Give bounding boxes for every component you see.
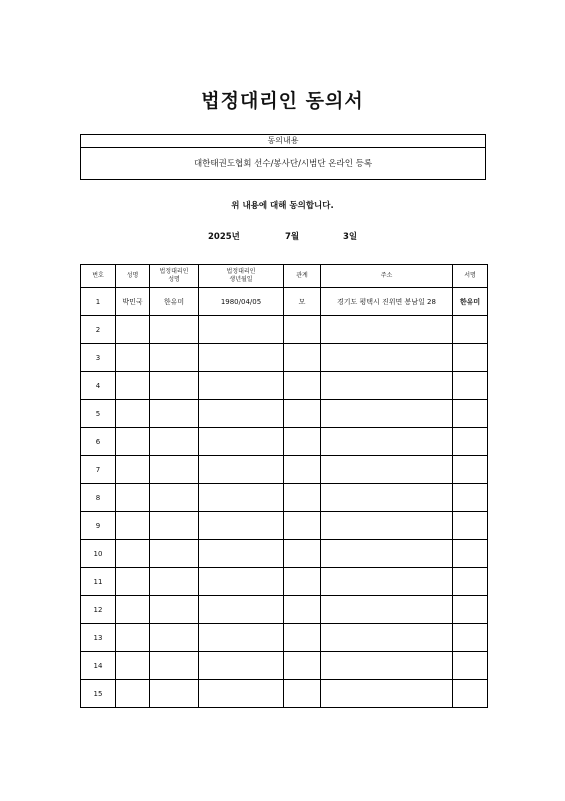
table-body bbox=[81, 288, 488, 708]
guardian-birth-cell bbox=[199, 456, 284, 484]
name-cell bbox=[116, 596, 150, 624]
header-name: 성명 bbox=[116, 265, 150, 288]
address-cell bbox=[321, 372, 453, 400]
guardian-name-cell bbox=[150, 596, 199, 624]
table-row bbox=[81, 512, 488, 540]
signature-cell bbox=[453, 652, 488, 680]
relation-cell bbox=[284, 540, 321, 568]
address-cell bbox=[321, 512, 453, 540]
relation-cell bbox=[284, 652, 321, 680]
guardian-name-cell bbox=[150, 680, 199, 708]
guardian-name-cell bbox=[150, 372, 199, 400]
guardian-name-cell bbox=[150, 512, 199, 540]
signature-cell bbox=[453, 456, 488, 484]
address-cell bbox=[321, 680, 453, 708]
signature-cell bbox=[453, 512, 488, 540]
header-relation: 관계 bbox=[284, 265, 321, 288]
guardian-birth-cell: 1980/04/05 bbox=[199, 288, 284, 316]
signature-cell bbox=[453, 344, 488, 372]
address-cell bbox=[321, 568, 453, 596]
relation-cell bbox=[284, 680, 321, 708]
name-cell bbox=[116, 484, 150, 512]
address-cell bbox=[321, 344, 453, 372]
guardian-birth-cell bbox=[199, 624, 284, 652]
relation-cell bbox=[284, 316, 321, 344]
table-row bbox=[81, 372, 488, 400]
date-year: 2025년 bbox=[208, 232, 240, 242]
guardian-birth-cell bbox=[199, 484, 284, 512]
table-row bbox=[81, 596, 488, 624]
guardian-name-cell bbox=[150, 624, 199, 652]
header-guardian-name-line1: 법정대리인 bbox=[159, 268, 189, 275]
relation-cell bbox=[284, 596, 321, 624]
header-no: 번호 bbox=[81, 265, 116, 288]
guardian-name-cell bbox=[150, 344, 199, 372]
table-row bbox=[81, 288, 488, 316]
guardian-birth-cell bbox=[199, 316, 284, 344]
table-row bbox=[81, 456, 488, 484]
address-cell bbox=[321, 316, 453, 344]
guardian-name-cell bbox=[150, 428, 199, 456]
address-cell bbox=[321, 624, 453, 652]
signature-cell bbox=[453, 568, 488, 596]
name-cell bbox=[116, 512, 150, 540]
address-cell bbox=[321, 540, 453, 568]
guardian-birth-cell bbox=[199, 568, 284, 596]
header-guardian-birth-line2: 생년월일 bbox=[229, 276, 253, 283]
row-number: 10 bbox=[81, 540, 116, 568]
signature-cell bbox=[453, 680, 488, 708]
table-row bbox=[81, 680, 488, 708]
guardian-birth-cell bbox=[199, 344, 284, 372]
relation-cell bbox=[284, 624, 321, 652]
guardian-birth-cell bbox=[199, 512, 284, 540]
table-row bbox=[81, 624, 488, 652]
address-cell bbox=[321, 652, 453, 680]
relation-cell bbox=[284, 344, 321, 372]
table-row bbox=[81, 344, 488, 372]
consent-box bbox=[80, 134, 486, 180]
relation-cell bbox=[284, 484, 321, 512]
name-cell bbox=[116, 680, 150, 708]
row-number: 6 bbox=[81, 428, 116, 456]
name-cell bbox=[116, 372, 150, 400]
table-row bbox=[81, 540, 488, 568]
guardian-name-cell bbox=[150, 540, 199, 568]
row-number: 14 bbox=[81, 652, 116, 680]
signature-cell bbox=[453, 316, 488, 344]
guardian-name-cell: 한유미 bbox=[150, 288, 199, 316]
signature-cell bbox=[453, 624, 488, 652]
name-cell bbox=[116, 428, 150, 456]
row-number: 12 bbox=[81, 596, 116, 624]
signature-cell bbox=[453, 372, 488, 400]
row-number: 1 bbox=[81, 288, 116, 316]
address-cell: 경기도 평택시 진위면 봉남일 28 bbox=[321, 288, 453, 316]
date-month: 7월 bbox=[285, 232, 300, 242]
row-number: 5 bbox=[81, 400, 116, 428]
consent-content: 대한태권도협회 선수/봉사단/시범단 온라인 등록 bbox=[193, 159, 373, 169]
row-number: 8 bbox=[81, 484, 116, 512]
guardian-birth-cell bbox=[199, 428, 284, 456]
signature-cell bbox=[453, 540, 488, 568]
guardian-birth-cell bbox=[199, 596, 284, 624]
table-row bbox=[81, 484, 488, 512]
guardian-birth-cell bbox=[199, 400, 284, 428]
table-header-row bbox=[81, 265, 488, 288]
name-cell bbox=[116, 400, 150, 428]
table-row bbox=[81, 400, 488, 428]
guardian-name-cell bbox=[150, 568, 199, 596]
row-number: 11 bbox=[81, 568, 116, 596]
row-number: 2 bbox=[81, 316, 116, 344]
row-number: 4 bbox=[81, 372, 116, 400]
consent-header: 동의내용 bbox=[81, 135, 485, 148]
name-cell bbox=[116, 456, 150, 484]
name-cell bbox=[116, 316, 150, 344]
signature-cell bbox=[453, 400, 488, 428]
header-signature: 서명 bbox=[453, 265, 488, 288]
signature-cell bbox=[453, 428, 488, 456]
header-guardian-name-line2: 성명 bbox=[168, 276, 180, 283]
signature-cell bbox=[453, 484, 488, 512]
name-cell bbox=[116, 540, 150, 568]
relation-cell bbox=[284, 428, 321, 456]
name-cell bbox=[116, 652, 150, 680]
signature-cell: 한유미 bbox=[453, 288, 488, 316]
row-number: 3 bbox=[81, 344, 116, 372]
guardian-birth-cell bbox=[199, 680, 284, 708]
address-cell bbox=[321, 400, 453, 428]
guardian-birth-cell bbox=[199, 540, 284, 568]
agree-statement: 위 내용에 대해 동의합니다. bbox=[231, 201, 334, 211]
relation-cell: 모 bbox=[284, 288, 321, 316]
table-row bbox=[81, 568, 488, 596]
relation-cell bbox=[284, 372, 321, 400]
row-number: 15 bbox=[81, 680, 116, 708]
guardian-birth-cell bbox=[199, 652, 284, 680]
signature-cell bbox=[453, 596, 488, 624]
row-number: 9 bbox=[81, 512, 116, 540]
row-number: 7 bbox=[81, 456, 116, 484]
table-row bbox=[81, 652, 488, 680]
date-day: 3일 bbox=[343, 232, 358, 242]
table-row bbox=[81, 316, 488, 344]
signers-table bbox=[80, 264, 488, 708]
address-cell bbox=[321, 484, 453, 512]
guardian-name-cell bbox=[150, 456, 199, 484]
row-number: 13 bbox=[81, 624, 116, 652]
name-cell bbox=[116, 624, 150, 652]
address-cell bbox=[321, 456, 453, 484]
name-cell bbox=[116, 344, 150, 372]
guardian-name-cell bbox=[150, 400, 199, 428]
relation-cell bbox=[284, 400, 321, 428]
header-address: 주소 bbox=[321, 265, 453, 288]
relation-cell bbox=[284, 456, 321, 484]
address-cell bbox=[321, 428, 453, 456]
guardian-name-cell bbox=[150, 316, 199, 344]
guardian-name-cell bbox=[150, 484, 199, 512]
page-title: 법정대리인 동의서 bbox=[201, 90, 364, 112]
guardian-name-cell bbox=[150, 652, 199, 680]
guardian-birth-cell bbox=[199, 372, 284, 400]
relation-cell bbox=[284, 568, 321, 596]
name-cell: 박민국 bbox=[116, 288, 150, 316]
address-cell bbox=[321, 596, 453, 624]
name-cell bbox=[116, 568, 150, 596]
relation-cell bbox=[284, 512, 321, 540]
table-row bbox=[81, 428, 488, 456]
header-guardian-name bbox=[150, 265, 199, 288]
header-guardian-birth-line1: 법정대리인 bbox=[226, 268, 256, 275]
header-guardian-birth bbox=[199, 265, 284, 288]
